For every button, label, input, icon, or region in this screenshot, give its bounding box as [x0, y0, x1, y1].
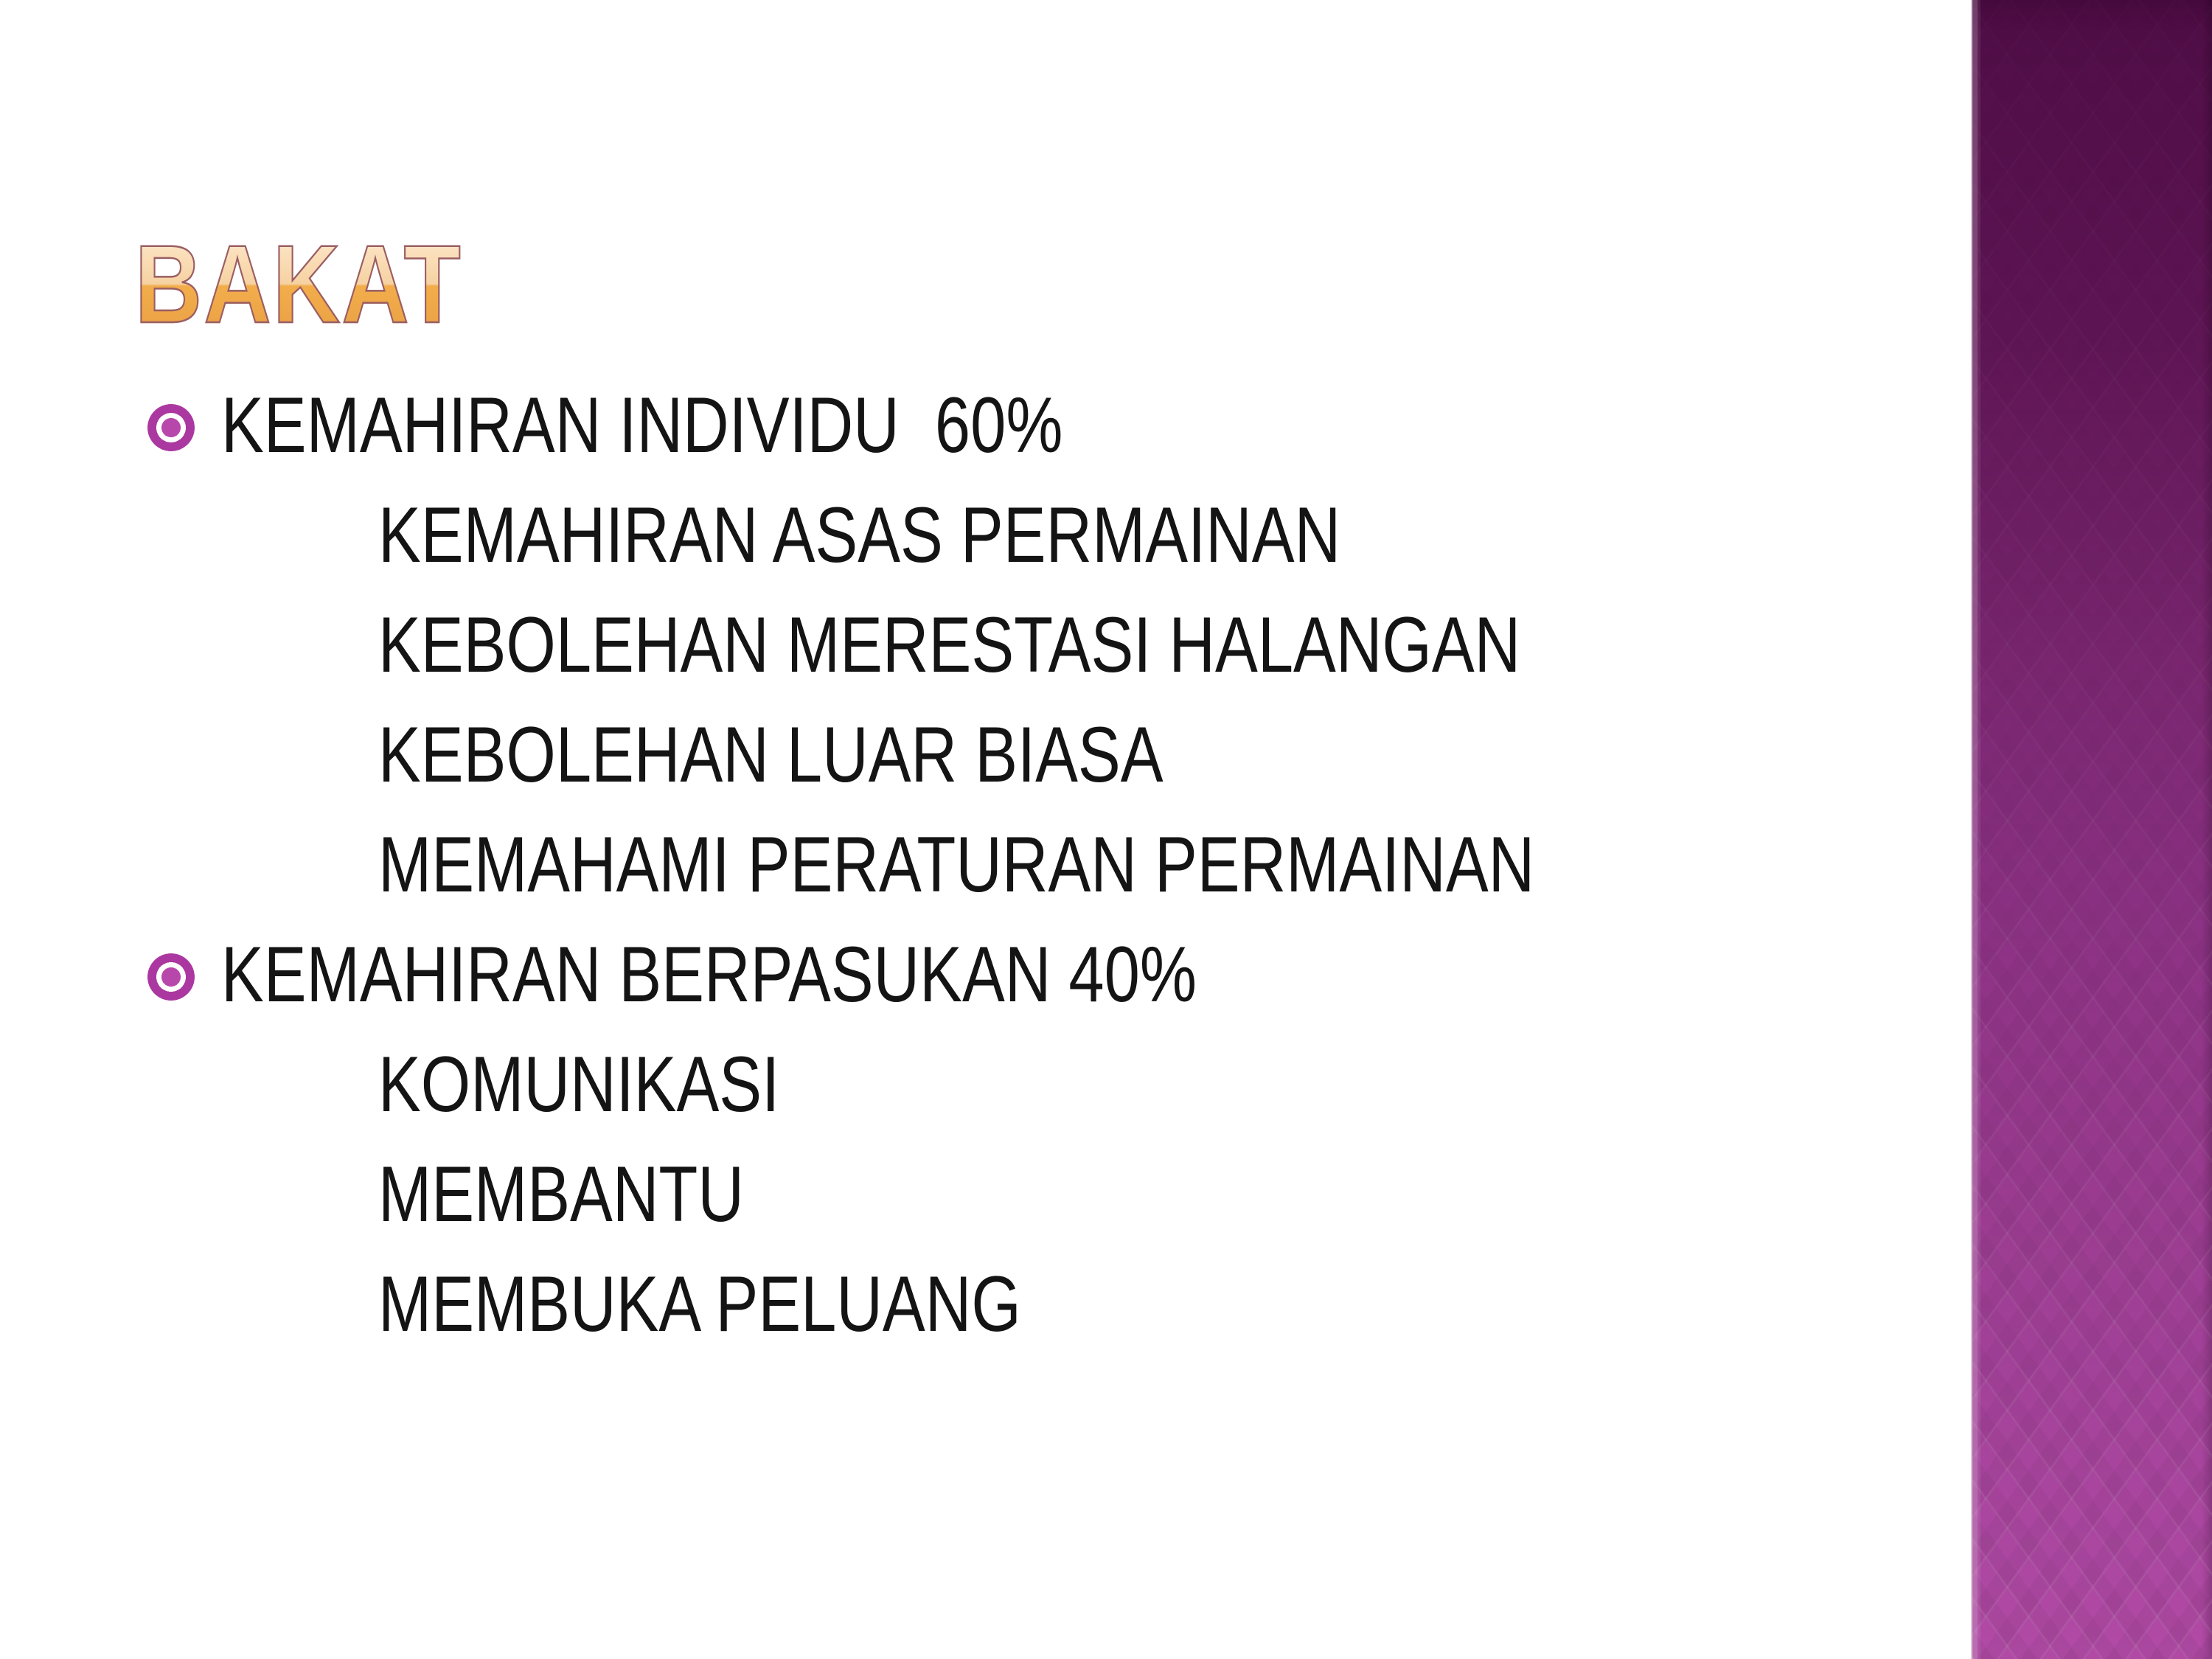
decorative-side-band [1971, 0, 2212, 1659]
bullet-item-label: KEBOLEHAN LUAR BIASA [378, 710, 1164, 799]
bullet-item-label: KEMAHIRAN ASAS PERMAINAN [378, 490, 1341, 579]
target-bullet-icon [147, 404, 195, 451]
bullet-item [378, 810, 1917, 919]
bullet-item-label: MEMAHAMI PERATURAN PERMAINAN [378, 820, 1535, 908]
bullet-item [378, 1029, 1917, 1139]
bullet-item-label: KEMAHIRAN BERPASUKAN 40% [221, 930, 1197, 1018]
slide-title: BAKAT [135, 222, 463, 346]
bullet-list [221, 370, 1917, 1359]
bullet-item [378, 1139, 1917, 1249]
bullet-item-label: KOMUNIKASI [378, 1040, 780, 1128]
bullet-item [378, 700, 1917, 810]
target-bullet-icon [147, 953, 195, 1001]
bullet-item [378, 480, 1917, 590]
bullet-item-label: KEBOLEHAN MERESTASI HALANGAN [378, 600, 1521, 689]
bullet-item-label: KEMAHIRAN INDIVIDU 60% [221, 380, 1063, 469]
bullet-item-label: MEMBANTU [378, 1150, 744, 1238]
bullet-item [378, 590, 1917, 700]
bullet-item [221, 919, 1917, 1029]
bullet-item [378, 1249, 1917, 1359]
bullet-item-label: MEMBUKA PELUANG [378, 1259, 1021, 1348]
bullet-item [221, 370, 1917, 480]
